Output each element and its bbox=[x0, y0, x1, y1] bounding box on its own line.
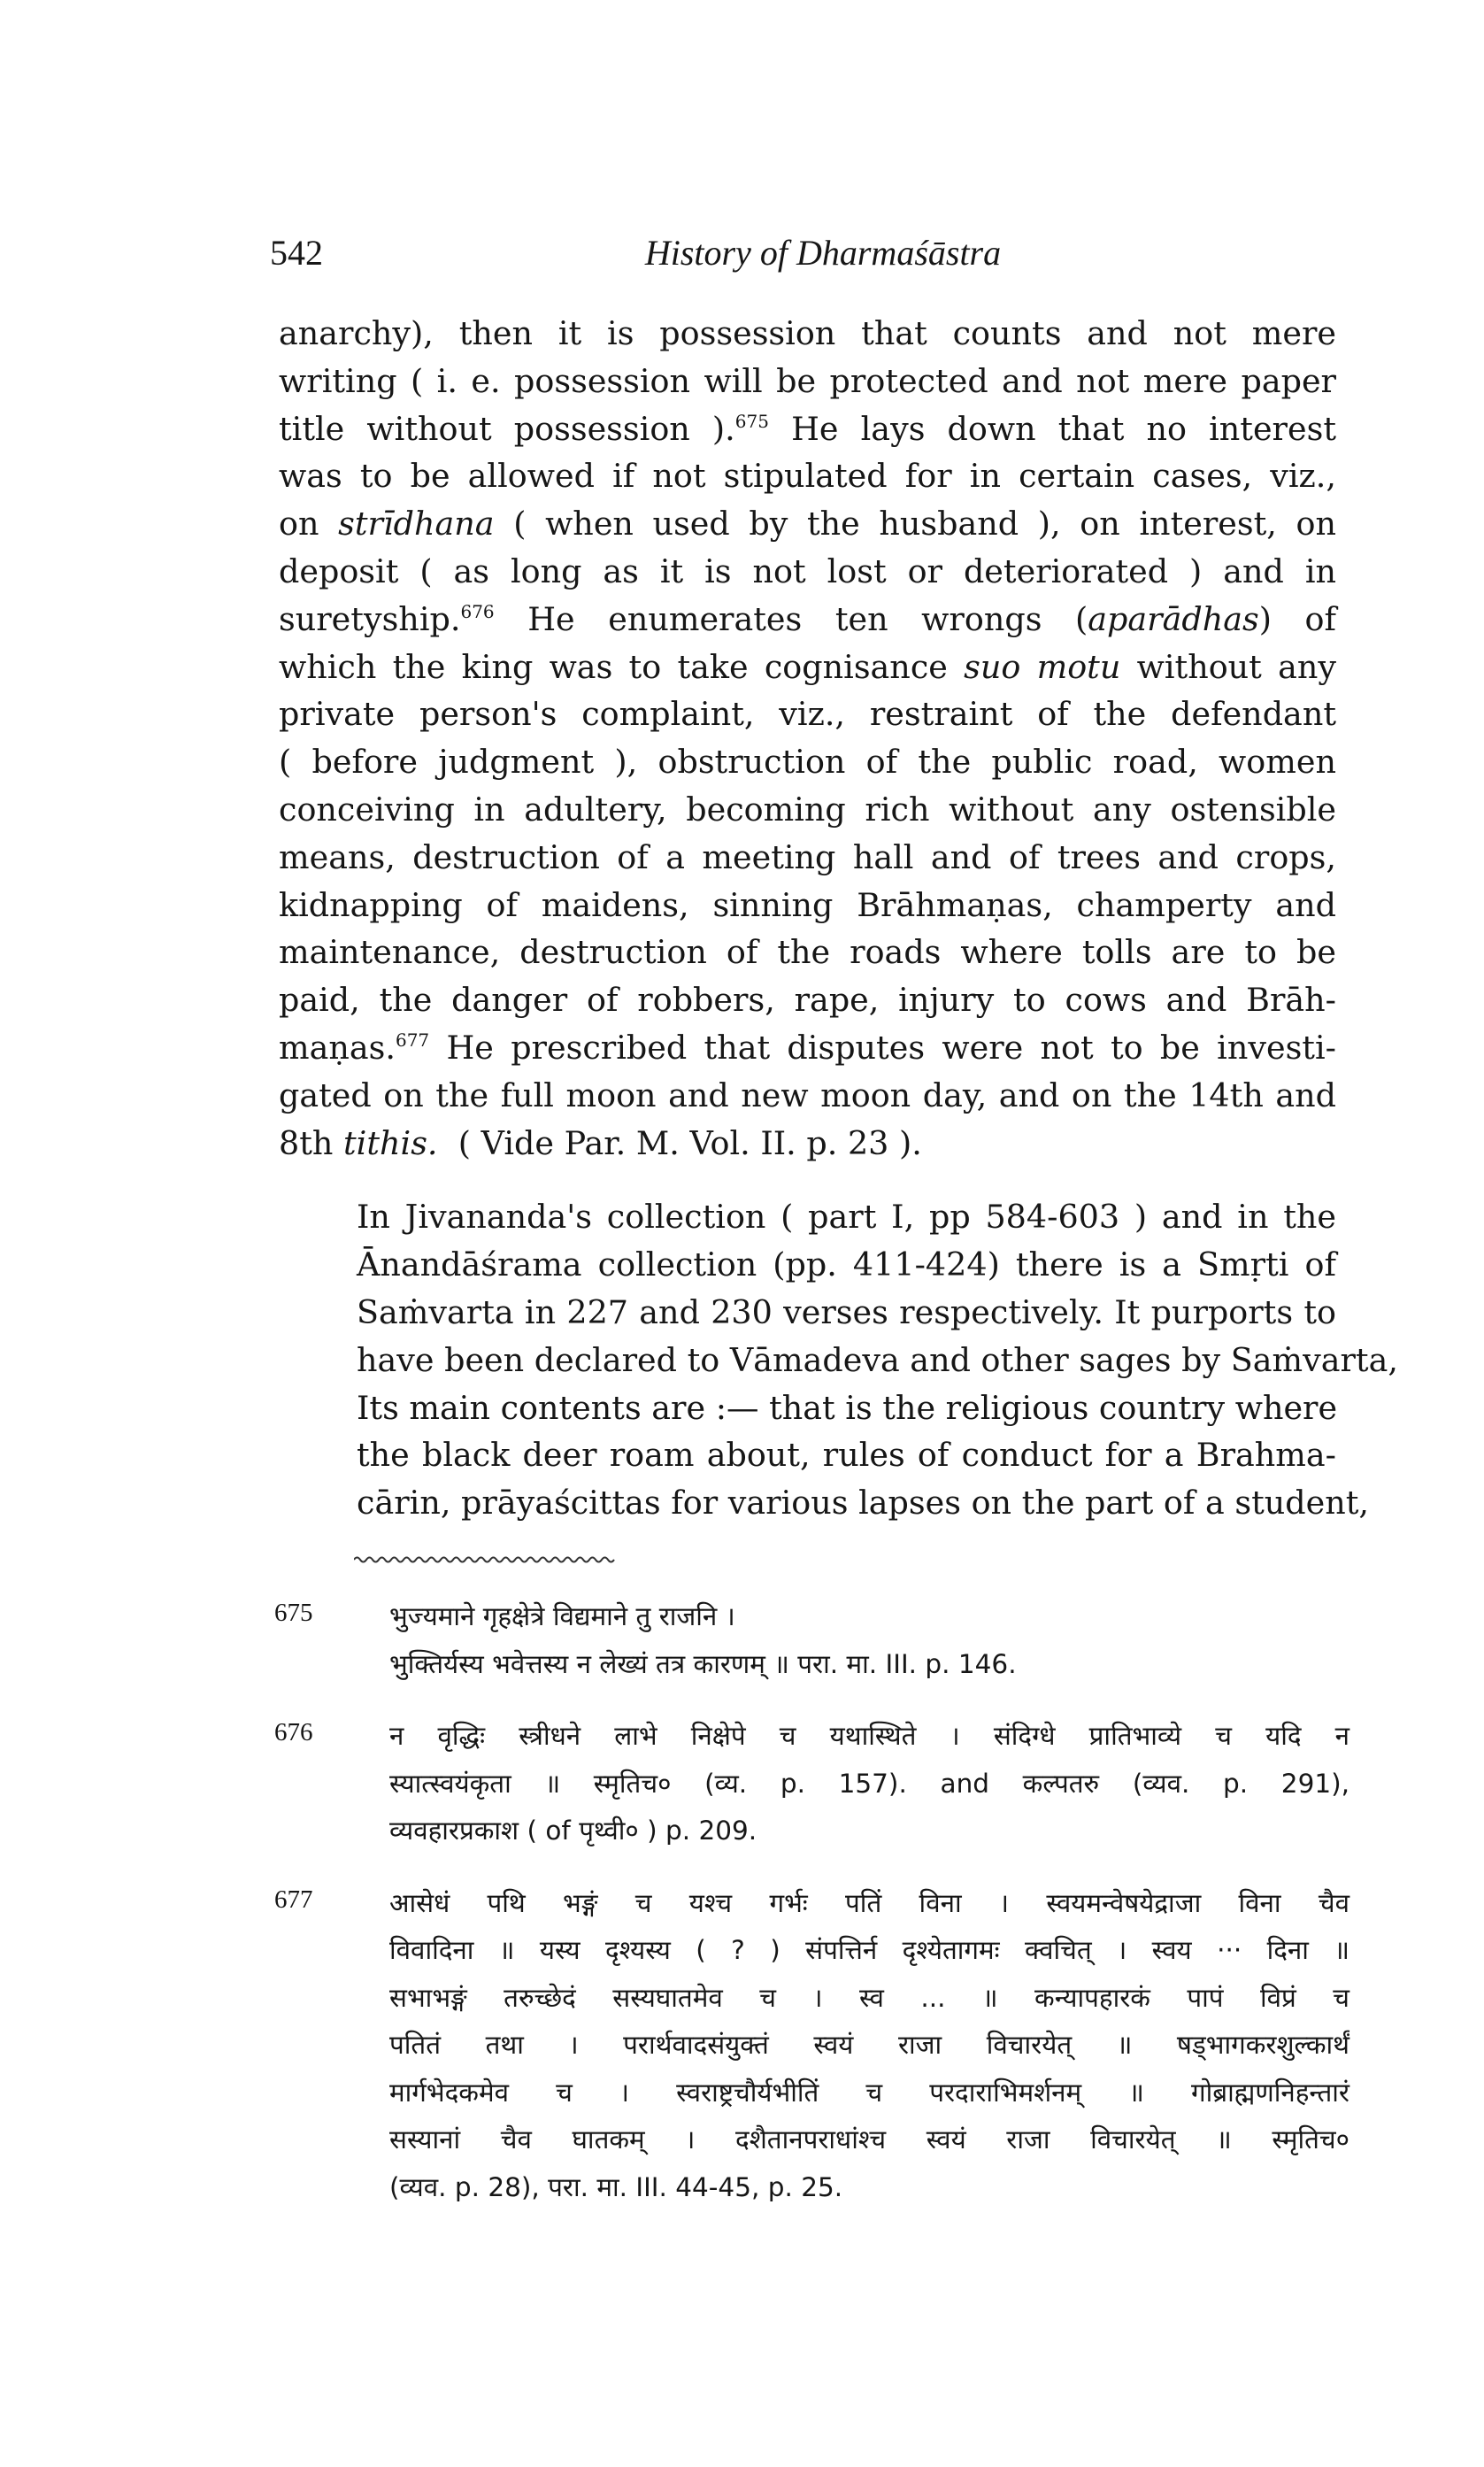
footnote-line: (व्यव. p. 28), परा. मा. III. 44-45, p. 25. bbox=[389, 2171, 843, 2202]
text-line: Ānandāśrama collection (pp. 411-424) there is a Smṛti of bbox=[357, 1245, 1336, 1284]
text-line: cārin, prāyaścittas for various lapses on the part of a student, bbox=[357, 1484, 1369, 1523]
text-line: conceiving in adultery, becoming rich without any ostensible bbox=[279, 790, 1336, 829]
footnote-number: 677 bbox=[274, 1885, 313, 1914]
footnote-number: 676 bbox=[274, 1718, 313, 1746]
text-line: maṇas.$^{677}$ He prescribed that disputes were not to be investi- bbox=[279, 1028, 1336, 1067]
footnote-line: स्यात्स्वयंकृता ॥ स्मृतिच० (व्य. p. 157). and कल्पतरु (व्यव. p. 291), bbox=[389, 1768, 1349, 1799]
term-stridhana: strīdhana bbox=[338, 505, 495, 544]
text-line: maintenance, destruction of the roads where tolls are to be bbox=[279, 933, 1336, 972]
term-suo-motu: suo motu bbox=[964, 647, 1121, 686]
footnote-line: पतितं तथा । परार्थवादसंयुक्तं स्वयं राजा विचारयेत् ॥ षड्भागकरशुल्कार्थं bbox=[389, 2030, 1349, 2060]
text-line: title without possession ).$^{675}$ He lays down that no interest bbox=[279, 409, 1336, 448]
footnotes bbox=[274, 1593, 1349, 2236]
main-text bbox=[279, 310, 1398, 1527]
footnote-line: विवादिना ॥ यस्य दृश्यस्य ( ? ) संपत्तिर्न दृश्येतागमः क्वचित् । स्वय ··· दिना ॥ bbox=[389, 1935, 1349, 1965]
page-header bbox=[270, 232, 1341, 285]
footnote-text bbox=[389, 1593, 1349, 1688]
text-line: the black deer roam about, rules of conduct for a Brahma- bbox=[357, 1436, 1336, 1475]
footnote-line: व्यवहारप्रकाश ( of पृथ्वी० ) p. 209. bbox=[389, 1816, 757, 1846]
text-line: 8th tithis. ( Vide Par. M. Vol. II. p. 23 ). bbox=[279, 1123, 922, 1162]
text-line: have been declared to Vāmadeva and other sages by Saṁvarta, bbox=[357, 1340, 1398, 1379]
text-line: paid, the danger of robbers, rape, injury to cows and Brāh- bbox=[279, 981, 1336, 1020]
paragraph-2 bbox=[279, 1193, 1398, 1527]
footnote-number: 675 bbox=[274, 1599, 313, 1627]
footnote-677 bbox=[274, 1880, 1349, 2212]
running-title: History of Dharmaśāstra bbox=[644, 233, 1002, 273]
footnote-separator bbox=[354, 1553, 618, 1566]
text-line: private person's complaint, viz., restraint of the defendant bbox=[279, 695, 1336, 734]
footnote-676 bbox=[274, 1713, 1349, 1855]
footnote-line: आसेधं पथि भङ्गं च यश्च गर्भः पतिं विना । स्वयमन्वेषयेद्राजा विना चैव bbox=[389, 1887, 1349, 1918]
page-number: 542 bbox=[270, 233, 323, 273]
text-line: kidnapping of maidens, sinning Brāhmaṇas, champerty and bbox=[279, 885, 1336, 924]
text-line: In Jivananda's collection ( part I, pp 584-603 ) and in the bbox=[357, 1198, 1336, 1237]
text-line: Saṁvarta in 227 and 230 verses respectively. It purports to bbox=[357, 1292, 1336, 1331]
footnote-line: मार्गभेदकमेव च । स्वराष्ट्रचौर्यभीतिं च परदाराभिमर्शनम् ॥ गोब्राह्मणनिहन्तारं bbox=[389, 2077, 1349, 2108]
footnote-675 bbox=[274, 1593, 1349, 1688]
text-line: anarchy), then it is possession that counts and not mere bbox=[279, 314, 1336, 352]
footnote-line: न वृद्धिः स्त्रीधने लाभे निक्षेपे च यथास्थिते । संदिग्धे प्रातिभाव्ये च यदि न bbox=[389, 1721, 1349, 1751]
footnote-text bbox=[389, 1880, 1349, 2212]
footnote-ref-675: 675 bbox=[734, 410, 769, 432]
footnote-line: भुज्यमाने गृहक्षेत्रे विद्यमाने तु राजनि । bbox=[389, 1601, 735, 1631]
text-line: Its main contents are :— that is the religious country where bbox=[357, 1388, 1338, 1427]
text-line: was to be allowed if not stipulated for in certain cases, viz., bbox=[279, 457, 1336, 496]
term-tithis: tithis. bbox=[343, 1123, 438, 1162]
text-line: writing ( i. e. possession will be protected and not mere paper bbox=[279, 361, 1336, 400]
text-line: means, destruction of a meeting hall and of trees and crops, bbox=[279, 837, 1336, 876]
footnote-line: सभाभङ्गं तरुच्छेदं सस्यघातमेव च । स्व ... ॥ कन्यापहारकं पापं विप्रं च bbox=[389, 1982, 1349, 2013]
paragraph-1 bbox=[279, 310, 1336, 1167]
text-line: deposit ( as long as it is not lost or deteriorated ) and in bbox=[279, 551, 1336, 590]
term-aparadhas: aparādhas bbox=[1088, 599, 1259, 638]
footnote-ref-676: 676 bbox=[460, 600, 495, 622]
text-line: ( before judgment ), obstruction of the public road, women bbox=[279, 743, 1336, 782]
text-line: on strīdhana ( when used by the husband ), on interest, on bbox=[279, 505, 1336, 544]
text-line: which the king was to take cognisance suo motu without any bbox=[279, 647, 1336, 686]
footnote-ref-677: 677 bbox=[395, 1029, 430, 1051]
footnote-text bbox=[389, 1713, 1349, 1855]
text-line: gated on the full moon and new moon day, and on the 14th and bbox=[279, 1075, 1336, 1114]
footnote-line: भुक्तिर्यस्य भवेत्तस्य न लेख्यं तत्र कारणम् ॥ परा. मा. III. p. 146. bbox=[389, 1648, 1017, 1679]
text-line: suretyship.$^{676}$ He enumerates ten wrongs (aparādhas) of bbox=[279, 599, 1337, 638]
footnote-line: सस्यानां चैव घातकम् । दशैतानपराधांश्च स्वयं राजा विचारयेत् ॥ स्मृतिच० bbox=[389, 2124, 1349, 2155]
